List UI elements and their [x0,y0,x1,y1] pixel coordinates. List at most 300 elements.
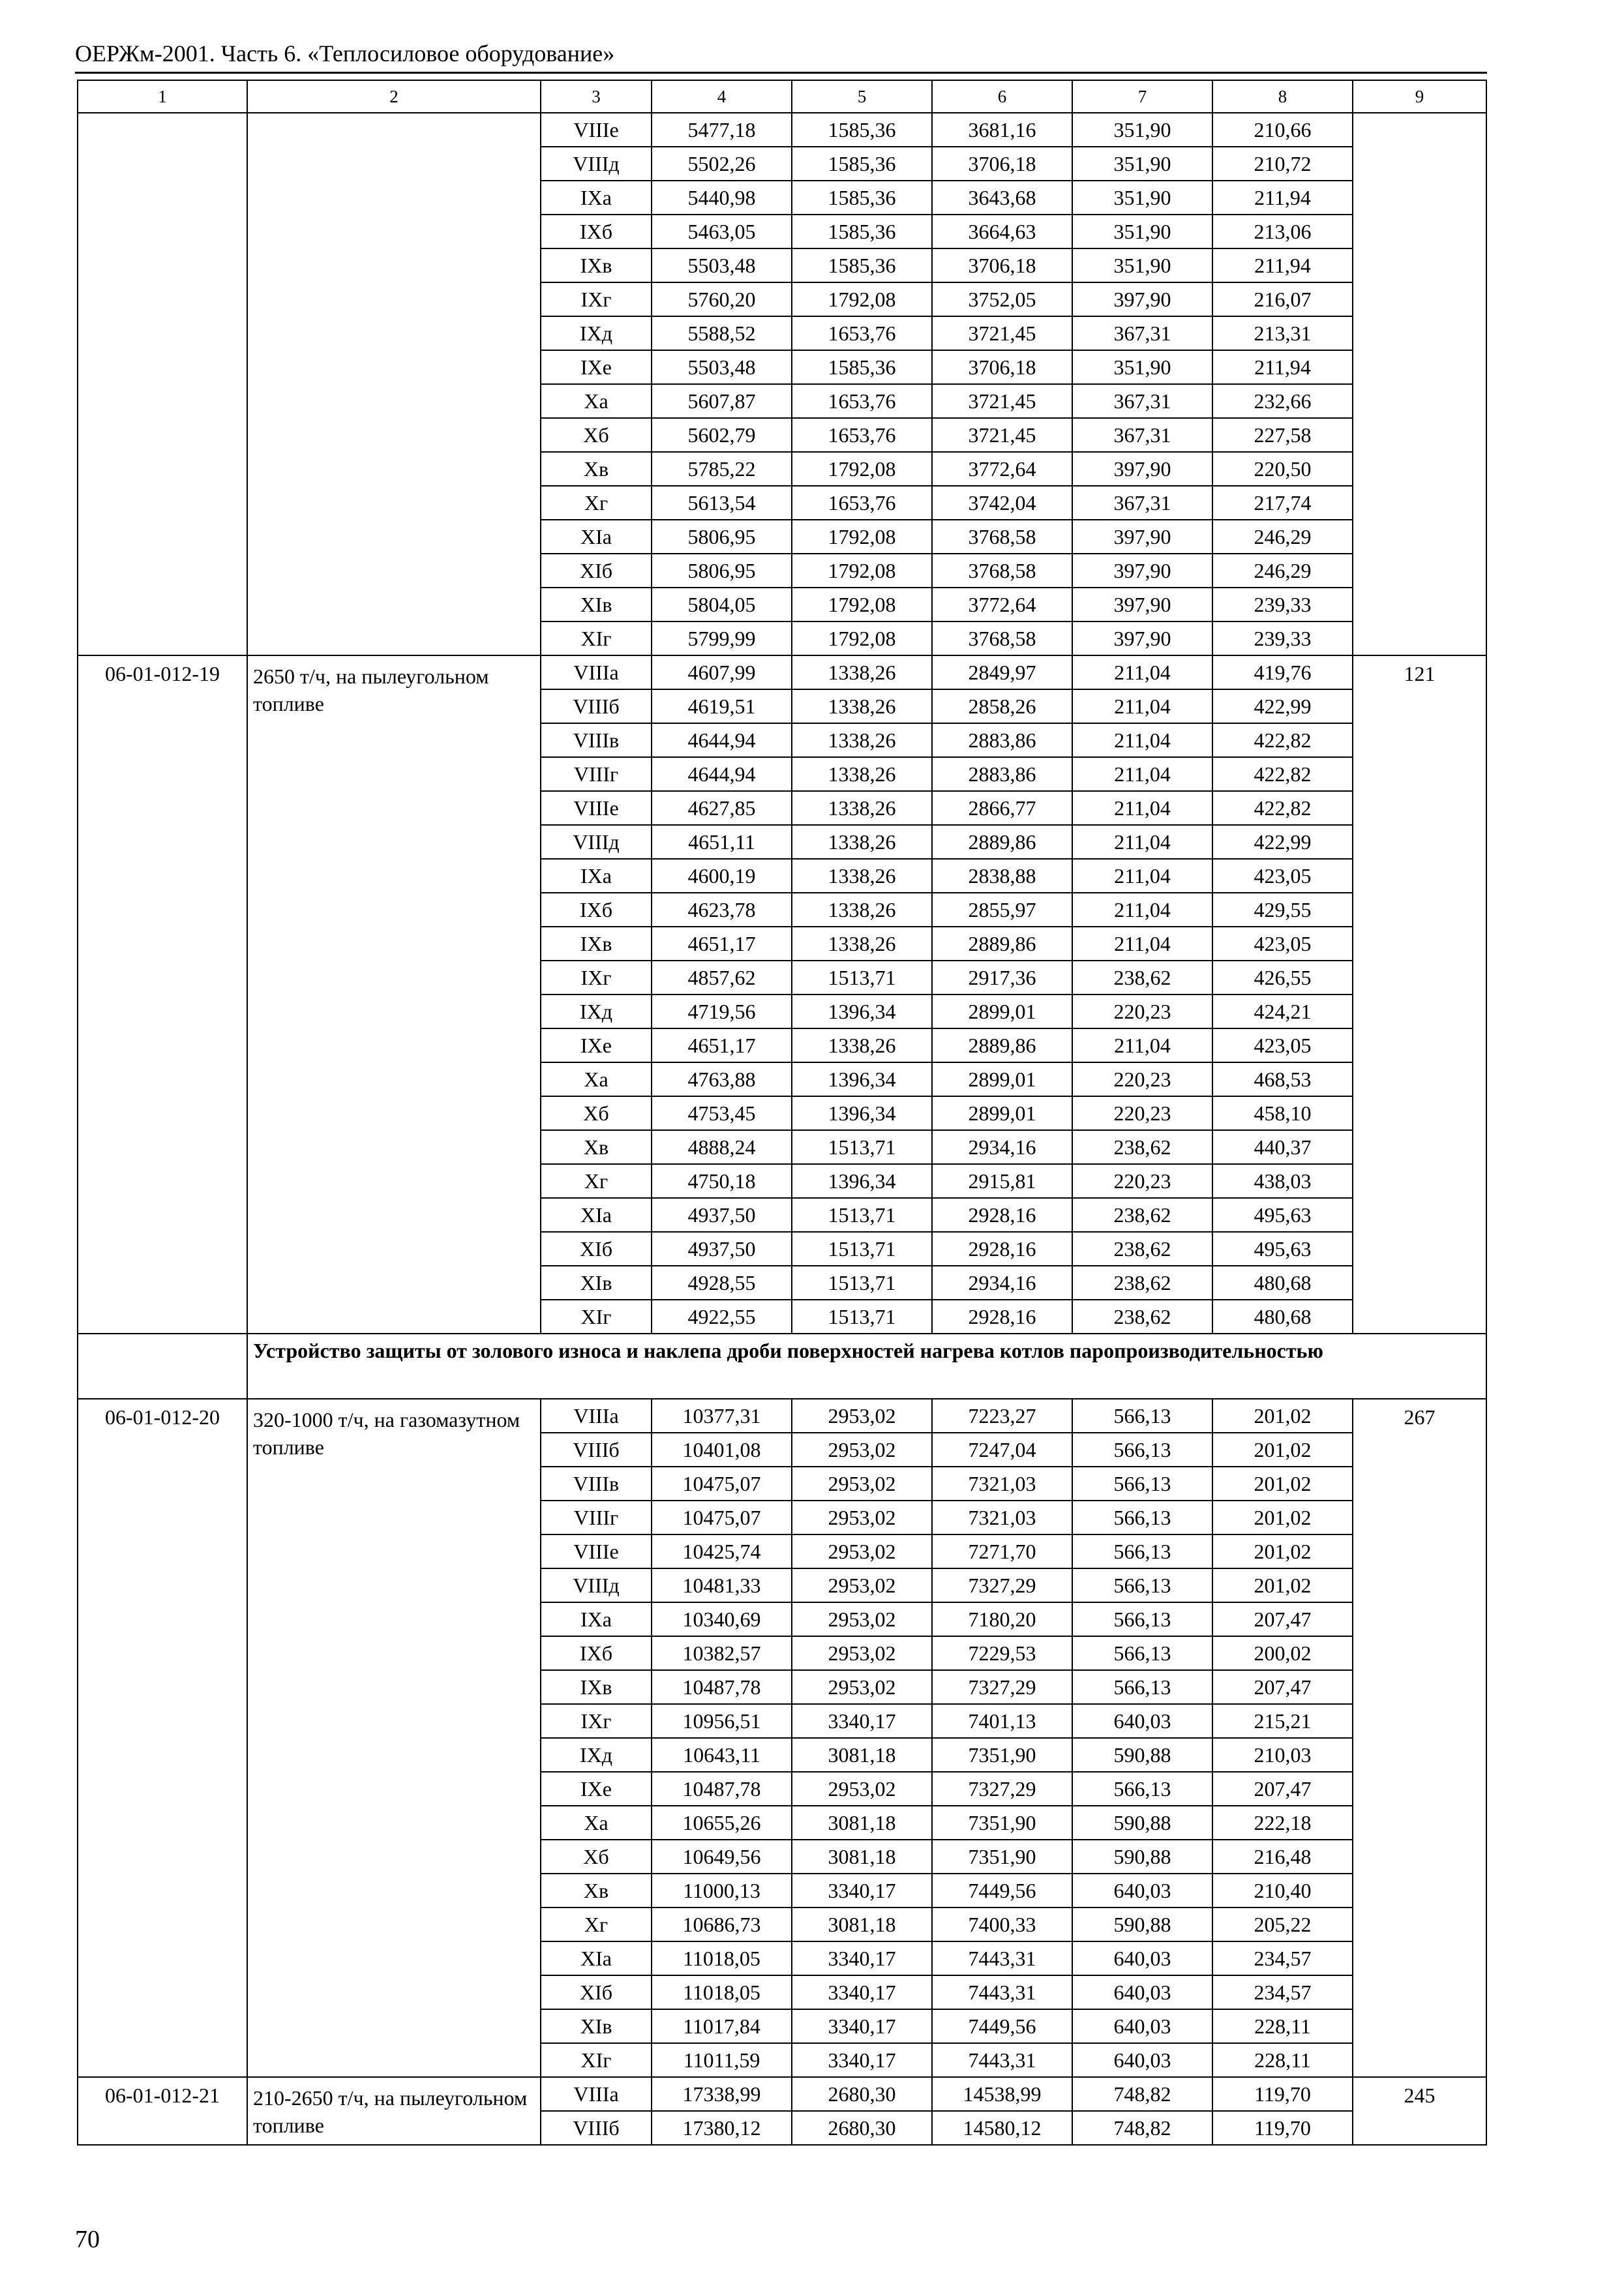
value-cell: 1585,36 [792,215,932,248]
value-cell: 640,03 [1072,1975,1212,2009]
value-cell: 3340,17 [792,2009,932,2043]
table-row [78,2077,1486,2111]
value-cell: 640,03 [1072,1941,1212,1975]
value-cell: 17338,99 [652,2077,792,2111]
value-cell: 234,57 [1212,1941,1353,1975]
value-cell: 566,13 [1072,1772,1212,1806]
value-cell: 2883,86 [932,723,1072,757]
value-cell: 2928,16 [932,1198,1072,1232]
value-cell: 211,04 [1072,859,1212,893]
value-cell: 351,90 [1072,215,1212,248]
value-cell: 213,31 [1212,316,1353,350]
value-cell: 4922,55 [652,1300,792,1334]
value-cell: 7321,03 [932,1467,1072,1501]
category-cell: Xг [541,486,652,520]
value-cell: 10649,56 [652,1840,792,1874]
value-cell: 1338,26 [792,825,932,859]
value-cell: 220,50 [1212,452,1353,486]
value-cell: 1792,08 [792,282,932,316]
category-cell: VIIIа [541,655,652,689]
category-cell: Xб [541,1840,652,1874]
value-cell: 220,23 [1072,1096,1212,1130]
value-cell: 1653,76 [792,316,932,350]
value-cell: 566,13 [1072,1433,1212,1467]
value-cell: 397,90 [1072,621,1212,655]
value-cell: 1513,71 [792,1198,932,1232]
value-cell: 4651,17 [652,927,792,961]
column-number-row [78,80,1486,113]
category-cell: XIг [541,621,652,655]
value-cell: 2953,02 [792,1467,932,1501]
value-cell: 7321,03 [932,1501,1072,1534]
value-cell: 438,03 [1212,1164,1353,1198]
value-cell: 201,02 [1212,1501,1353,1534]
value-cell: 7229,53 [932,1636,1072,1670]
value-cell: 566,13 [1072,1534,1212,1568]
value-cell: 590,88 [1072,1908,1212,1941]
norm-cell: 121 [1353,655,1486,1334]
value-cell: 11011,59 [652,2043,792,2077]
value-cell: 10475,07 [652,1467,792,1501]
value-cell: 11018,05 [652,1975,792,2009]
value-cell: 351,90 [1072,147,1212,181]
value-cell: 3721,45 [932,316,1072,350]
value-cell: 7327,29 [932,1568,1072,1602]
value-cell: 119,70 [1212,2111,1353,2145]
value-cell: 351,90 [1072,350,1212,384]
value-cell: 7443,31 [932,1975,1072,2009]
value-cell: 590,88 [1072,1840,1212,1874]
category-cell: IXд [541,995,652,1028]
value-cell: 1585,36 [792,350,932,384]
section-title: Устройство защиты от золового износа и наклепа дроби поверхностей нагрева котлов паропроизводительностью [247,1334,1486,1399]
category-cell: XIг [541,1300,652,1334]
value-cell: 217,74 [1212,486,1353,520]
value-cell: 4763,88 [652,1062,792,1096]
value-cell: 7351,90 [932,1840,1072,1874]
value-cell: 239,33 [1212,588,1353,621]
column-number: 8 [1212,80,1353,113]
value-cell: 422,82 [1212,723,1353,757]
value-cell: 7443,31 [932,2043,1072,2077]
value-cell: 4857,62 [652,961,792,995]
value-cell: 200,02 [1212,1636,1353,1670]
value-cell: 211,94 [1212,181,1353,215]
value-cell: 5588,52 [652,316,792,350]
value-cell: 495,63 [1212,1232,1353,1266]
description-cell: 210-2650 т/ч, на пылеугольном топливе [247,2077,541,2145]
value-cell: 3706,18 [932,350,1072,384]
value-cell: 2953,02 [792,1636,932,1670]
value-cell: 367,31 [1072,486,1212,520]
value-cell: 1792,08 [792,588,932,621]
value-cell: 1338,26 [792,859,932,893]
value-cell: 3721,45 [932,418,1072,452]
value-cell: 10401,08 [652,1433,792,1467]
value-cell: 5602,79 [652,418,792,452]
value-cell: 2934,16 [932,1130,1072,1164]
category-cell: IXе [541,350,652,384]
value-cell: 7400,33 [932,1908,1072,1941]
value-cell: 4607,99 [652,655,792,689]
category-cell: VIIIв [541,1467,652,1501]
category-cell: IXб [541,1636,652,1670]
category-cell: IXа [541,859,652,893]
value-cell: 3340,17 [792,1874,932,1908]
value-cell: 10487,78 [652,1772,792,1806]
value-cell: 2934,16 [932,1266,1072,1300]
value-cell: 7449,56 [932,1874,1072,1908]
value-cell: 1338,26 [792,757,932,791]
category-cell: VIIIе [541,1534,652,1568]
category-cell: Xа [541,1806,652,1840]
category-cell: XIг [541,2043,652,2077]
value-cell: 1585,36 [792,113,932,147]
value-cell: 423,05 [1212,927,1353,961]
value-cell: 3721,45 [932,384,1072,418]
category-cell: IXа [541,1602,652,1636]
category-cell: VIIIб [541,689,652,723]
value-cell: 234,57 [1212,1975,1353,2009]
value-cell: 1653,76 [792,384,932,418]
category-cell: Xа [541,384,652,418]
value-cell: 423,05 [1212,1028,1353,1062]
value-cell: 422,99 [1212,689,1353,723]
value-cell: 2889,86 [932,825,1072,859]
value-cell: 14538,99 [932,2077,1072,2111]
value-cell: 1585,36 [792,248,932,282]
value-cell: 2928,16 [932,1300,1072,1334]
value-cell: 2915,81 [932,1164,1072,1198]
value-cell: 4888,24 [652,1130,792,1164]
value-cell: 2889,86 [932,927,1072,961]
value-cell: 640,03 [1072,1704,1212,1738]
value-cell: 232,66 [1212,384,1353,418]
category-cell: Xг [541,1908,652,1941]
value-cell: 480,68 [1212,1300,1353,1334]
value-cell: 201,02 [1212,1467,1353,1501]
value-cell: 367,31 [1072,316,1212,350]
code-cell: 06-01-012-20 [78,1399,247,2077]
value-cell: 422,82 [1212,757,1353,791]
category-cell: Xв [541,452,652,486]
value-cell: 458,10 [1212,1096,1353,1130]
value-cell: 211,04 [1072,893,1212,927]
value-cell: 1792,08 [792,452,932,486]
value-cell: 207,47 [1212,1602,1353,1636]
value-cell: 215,21 [1212,1704,1353,1738]
value-cell: 7180,20 [932,1602,1072,1636]
value-cell: 220,23 [1072,1164,1212,1198]
value-cell: 10956,51 [652,1704,792,1738]
value-cell: 397,90 [1072,554,1212,588]
value-cell: 3081,18 [792,1806,932,1840]
value-cell: 1338,26 [792,689,932,723]
value-cell: 238,62 [1072,1232,1212,1266]
value-cell: 4937,50 [652,1198,792,1232]
value-cell: 4600,19 [652,859,792,893]
value-cell: 211,94 [1212,248,1353,282]
category-cell: IXг [541,282,652,316]
value-cell: 10655,26 [652,1806,792,1840]
value-cell: 2953,02 [792,1433,932,1467]
value-cell: 210,72 [1212,147,1353,181]
value-cell: 211,94 [1212,350,1353,384]
value-cell: 238,62 [1072,1130,1212,1164]
value-cell: 211,04 [1072,757,1212,791]
value-cell: 1792,08 [792,554,932,588]
column-number: 1 [78,80,247,113]
value-cell: 566,13 [1072,1501,1212,1534]
table-row [78,655,1486,689]
category-cell: VIIIг [541,1501,652,1534]
value-cell: 1585,36 [792,181,932,215]
category-cell: VIIIв [541,723,652,757]
value-cell: 17380,12 [652,2111,792,2145]
category-cell: XIа [541,1941,652,1975]
value-cell: 424,21 [1212,995,1353,1028]
value-cell: 3706,18 [932,248,1072,282]
category-cell: IXа [541,181,652,215]
table-row [78,113,1486,147]
price-table [77,80,1487,2146]
category-cell: Xб [541,1096,652,1130]
value-cell: 5785,22 [652,452,792,486]
value-cell: 7449,56 [932,2009,1072,2043]
value-cell: 7327,29 [932,1670,1072,1704]
value-cell: 5607,87 [652,384,792,418]
value-cell: 1792,08 [792,520,932,554]
value-cell: 238,62 [1072,961,1212,995]
value-cell: 640,03 [1072,1874,1212,1908]
value-cell: 3643,68 [932,181,1072,215]
category-cell: Xа [541,1062,652,1096]
value-cell: 1396,34 [792,995,932,1028]
column-number: 9 [1353,80,1486,113]
value-cell: 1585,36 [792,147,932,181]
category-cell: IXв [541,248,652,282]
value-cell: 220,23 [1072,995,1212,1028]
value-cell: 4651,11 [652,825,792,859]
value-cell: 3081,18 [792,1908,932,1941]
value-cell: 426,55 [1212,961,1353,995]
value-cell: 3340,17 [792,1704,932,1738]
value-cell: 10382,57 [652,1636,792,1670]
value-cell: 10377,31 [652,1399,792,1433]
value-cell: 351,90 [1072,248,1212,282]
description-cell [247,113,541,655]
value-cell: 3340,17 [792,1941,932,1975]
value-cell: 566,13 [1072,1399,1212,1433]
category-cell: VIIIг [541,757,652,791]
value-cell: 7327,29 [932,1772,1072,1806]
value-cell: 1396,34 [792,1164,932,1198]
value-cell: 216,48 [1212,1840,1353,1874]
value-cell: 5799,99 [652,621,792,655]
category-cell: VIIIб [541,2111,652,2145]
value-cell: 3752,05 [932,282,1072,316]
value-cell: 2680,30 [792,2077,932,2111]
column-number: 2 [247,80,541,113]
document-header: ОЕРЖм-2001. Часть 6. «Теплосиловое оборудование» [75,40,615,67]
value-cell: 2899,01 [932,1096,1072,1130]
column-number: 7 [1072,80,1212,113]
value-cell: 2858,26 [932,689,1072,723]
value-cell: 5503,48 [652,350,792,384]
category-cell: Xв [541,1130,652,1164]
value-cell: 1513,71 [792,961,932,995]
value-cell: 367,31 [1072,384,1212,418]
value-cell: 423,05 [1212,859,1353,893]
value-cell: 211,04 [1072,655,1212,689]
value-cell: 216,07 [1212,282,1353,316]
value-cell: 4719,56 [652,995,792,1028]
value-cell: 566,13 [1072,1670,1212,1704]
code-cell: 06-01-012-21 [78,2077,247,2145]
value-cell: 2838,88 [932,859,1072,893]
norm-cell [1353,113,1486,655]
value-cell: 3706,18 [932,147,1072,181]
section-spacer-cell [78,1334,247,1399]
value-cell: 211,04 [1072,791,1212,825]
category-cell: VIIIа [541,1399,652,1433]
description-cell: 320-1000 т/ч, на газомазутном топливе [247,1399,541,2077]
category-cell: Xб [541,418,652,452]
norm-cell: 267 [1353,1399,1486,2077]
value-cell: 3340,17 [792,2043,932,2077]
category-cell: XIв [541,1266,652,1300]
value-cell: 2953,02 [792,1568,932,1602]
value-cell: 590,88 [1072,1806,1212,1840]
value-cell: 7351,90 [932,1738,1072,1772]
value-cell: 11018,05 [652,1941,792,1975]
value-cell: 238,62 [1072,1198,1212,1232]
value-cell: 351,90 [1072,181,1212,215]
value-cell: 10643,11 [652,1738,792,1772]
value-cell: 238,62 [1072,1300,1212,1334]
value-cell: 10340,69 [652,1602,792,1636]
value-cell: 2889,86 [932,1028,1072,1062]
value-cell: 351,90 [1072,113,1212,147]
value-cell: 1513,71 [792,1266,932,1300]
value-cell: 2953,02 [792,1501,932,1534]
value-cell: 3081,18 [792,1738,932,1772]
value-cell: 590,88 [1072,1738,1212,1772]
value-cell: 10425,74 [652,1534,792,1568]
value-cell: 1513,71 [792,1232,932,1266]
category-cell: VIIIб [541,1433,652,1467]
value-cell: 5440,98 [652,181,792,215]
value-cell: 1653,76 [792,418,932,452]
value-cell: 419,76 [1212,655,1353,689]
category-cell: VIIIе [541,113,652,147]
category-cell: IXв [541,1670,652,1704]
value-cell: 5613,54 [652,486,792,520]
value-cell: 640,03 [1072,2009,1212,2043]
value-cell: 1338,26 [792,723,932,757]
value-cell: 3681,16 [932,113,1072,147]
value-cell: 2953,02 [792,1670,932,1704]
category-cell: IXг [541,961,652,995]
section-title-row [78,1334,1486,1399]
value-cell: 246,29 [1212,520,1353,554]
value-cell: 119,70 [1212,2077,1353,2111]
value-cell: 3081,18 [792,1840,932,1874]
value-cell: 246,29 [1212,554,1353,588]
value-cell: 422,99 [1212,825,1353,859]
category-cell: VIIIд [541,147,652,181]
value-cell: 2849,97 [932,655,1072,689]
value-cell: 5806,95 [652,520,792,554]
value-cell: 1653,76 [792,486,932,520]
value-cell: 1396,34 [792,1062,932,1096]
category-cell: IXд [541,1738,652,1772]
value-cell: 7351,90 [932,1806,1072,1840]
value-cell: 211,04 [1072,723,1212,757]
value-cell: 5503,48 [652,248,792,282]
value-cell: 201,02 [1212,1433,1353,1467]
value-cell: 2928,16 [932,1232,1072,1266]
value-cell: 566,13 [1072,1467,1212,1501]
table-row [78,1399,1486,1433]
value-cell: 3768,58 [932,554,1072,588]
category-cell: IXд [541,316,652,350]
value-cell: 4651,17 [652,1028,792,1062]
page-number: 70 [75,2226,100,2253]
value-cell: 3340,17 [792,1975,932,2009]
value-cell: 3772,64 [932,452,1072,486]
value-cell: 5760,20 [652,282,792,316]
value-cell: 4619,51 [652,689,792,723]
value-cell: 4750,18 [652,1164,792,1198]
value-cell: 7271,70 [932,1534,1072,1568]
description-cell: 2650 т/ч, на пылеугольном топливе [247,655,541,1334]
value-cell: 397,90 [1072,588,1212,621]
value-cell: 4937,50 [652,1232,792,1266]
value-cell: 239,33 [1212,621,1353,655]
category-cell: IXг [541,1704,652,1738]
value-cell: 468,53 [1212,1062,1353,1096]
value-cell: 3768,58 [932,621,1072,655]
column-number: 5 [792,80,932,113]
value-cell: 2953,02 [792,1399,932,1433]
value-cell: 210,03 [1212,1738,1353,1772]
value-cell: 397,90 [1072,520,1212,554]
value-cell: 1338,26 [792,927,932,961]
value-cell: 4644,94 [652,723,792,757]
category-cell: IXе [541,1028,652,1062]
value-cell: 205,22 [1212,1908,1353,1941]
value-cell: 207,47 [1212,1772,1353,1806]
category-cell: XIб [541,1975,652,2009]
value-cell: 4623,78 [652,893,792,927]
value-cell: 566,13 [1072,1568,1212,1602]
value-cell: 7401,13 [932,1704,1072,1738]
value-cell: 440,37 [1212,1130,1353,1164]
norm-cell: 245 [1353,2077,1486,2145]
value-cell: 397,90 [1072,282,1212,316]
value-cell: 5502,26 [652,147,792,181]
value-cell: 748,82 [1072,2077,1212,2111]
value-cell: 7247,04 [932,1433,1072,1467]
value-cell: 210,40 [1212,1874,1353,1908]
value-cell: 4928,55 [652,1266,792,1300]
value-cell: 1513,71 [792,1130,932,1164]
value-cell: 495,63 [1212,1198,1353,1232]
value-cell: 367,31 [1072,418,1212,452]
value-cell: 11000,13 [652,1874,792,1908]
value-cell: 5804,05 [652,588,792,621]
